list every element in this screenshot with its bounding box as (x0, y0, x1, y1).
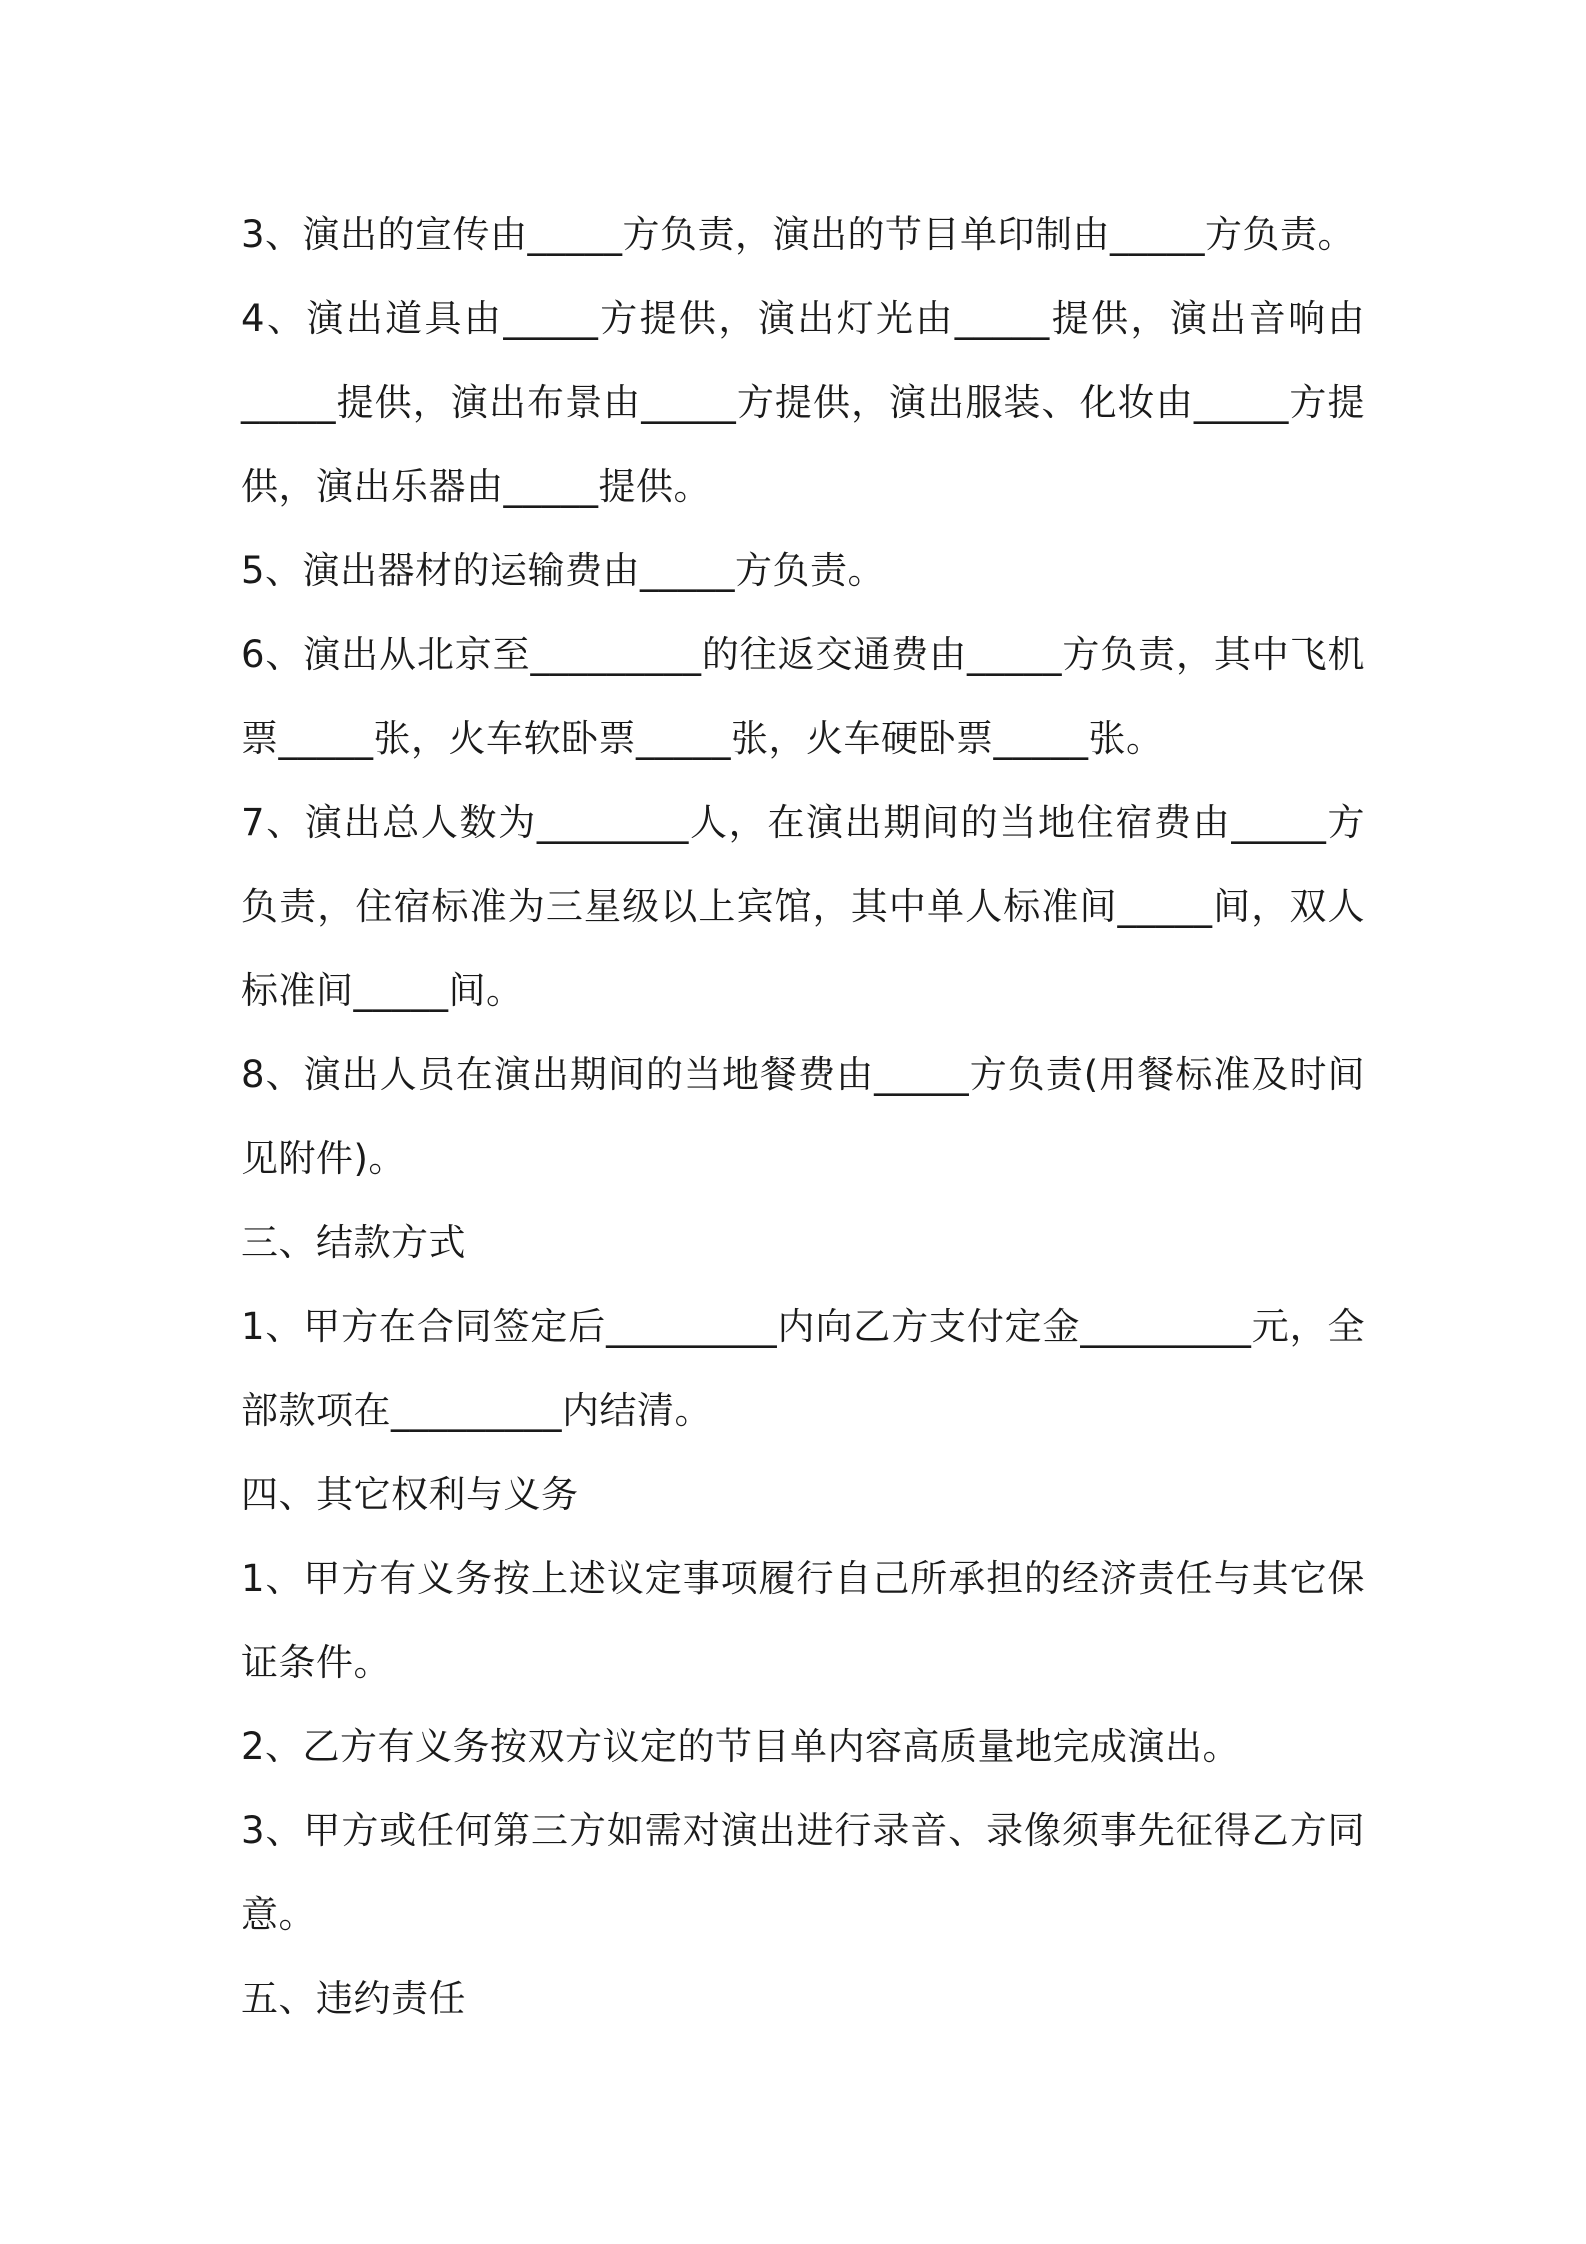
section-heading-liability: 五、违约责任 (241, 1977, 466, 2020)
clause-4-props: 4、演出道具由_____方提供，演出灯光由_____提供，演出音响由_____提供，演出布景由_____方提供，演出服装、化妆由_____方提供，演出乐器由_____提供。 (241, 297, 1365, 508)
section-heading-payment: 三、结款方式 (241, 1221, 466, 1264)
clause-6-travel: 6、演出从北京至_________的往返交通费由_____方负责，其中飞机票_____张，火车软卧票_____张，火车硬卧票_____张。 (241, 633, 1365, 760)
rights-clause-2: 2、乙方有义务按双方议定的节目单内容高质量地完成演出。 (241, 1725, 1241, 1768)
section-heading-rights: 四、其它权利与义务 (241, 1473, 579, 1516)
clause-7-accommodation: 7、演出总人数为________人，在演出期间的当地住宿费由_____方负责，住宿标准为三星级以上宾馆，其中单人标准间_____间，双人标准间_____间。 (241, 801, 1365, 1012)
rights-clause-3: 3、甲方或任何第三方如需对演出进行录音、录像须事先征得乙方同意。 (241, 1809, 1365, 1936)
clause-3-publicity: 3、演出的宣传由_____方负责，演出的节目单印制由_____方负责。 (241, 213, 1356, 256)
clause-5-transport-equipment: 5、演出器材的运输费由_____方负责。 (241, 549, 886, 592)
clause-8-meals: 8、演出人员在演出期间的当地餐费由_____方负责(用餐标准及时间见附件)。 (241, 1053, 1365, 1180)
rights-clause-1: 1、甲方有义务按上述议定事项履行自己所承担的经济责任与其它保证条件。 (241, 1557, 1365, 1684)
document-body (241, 193, 1365, 2041)
payment-clause-1: 1、甲方在合同签定后_________内向乙方支付定金_________元，全部款项在_________内结清。 (241, 1305, 1365, 1432)
